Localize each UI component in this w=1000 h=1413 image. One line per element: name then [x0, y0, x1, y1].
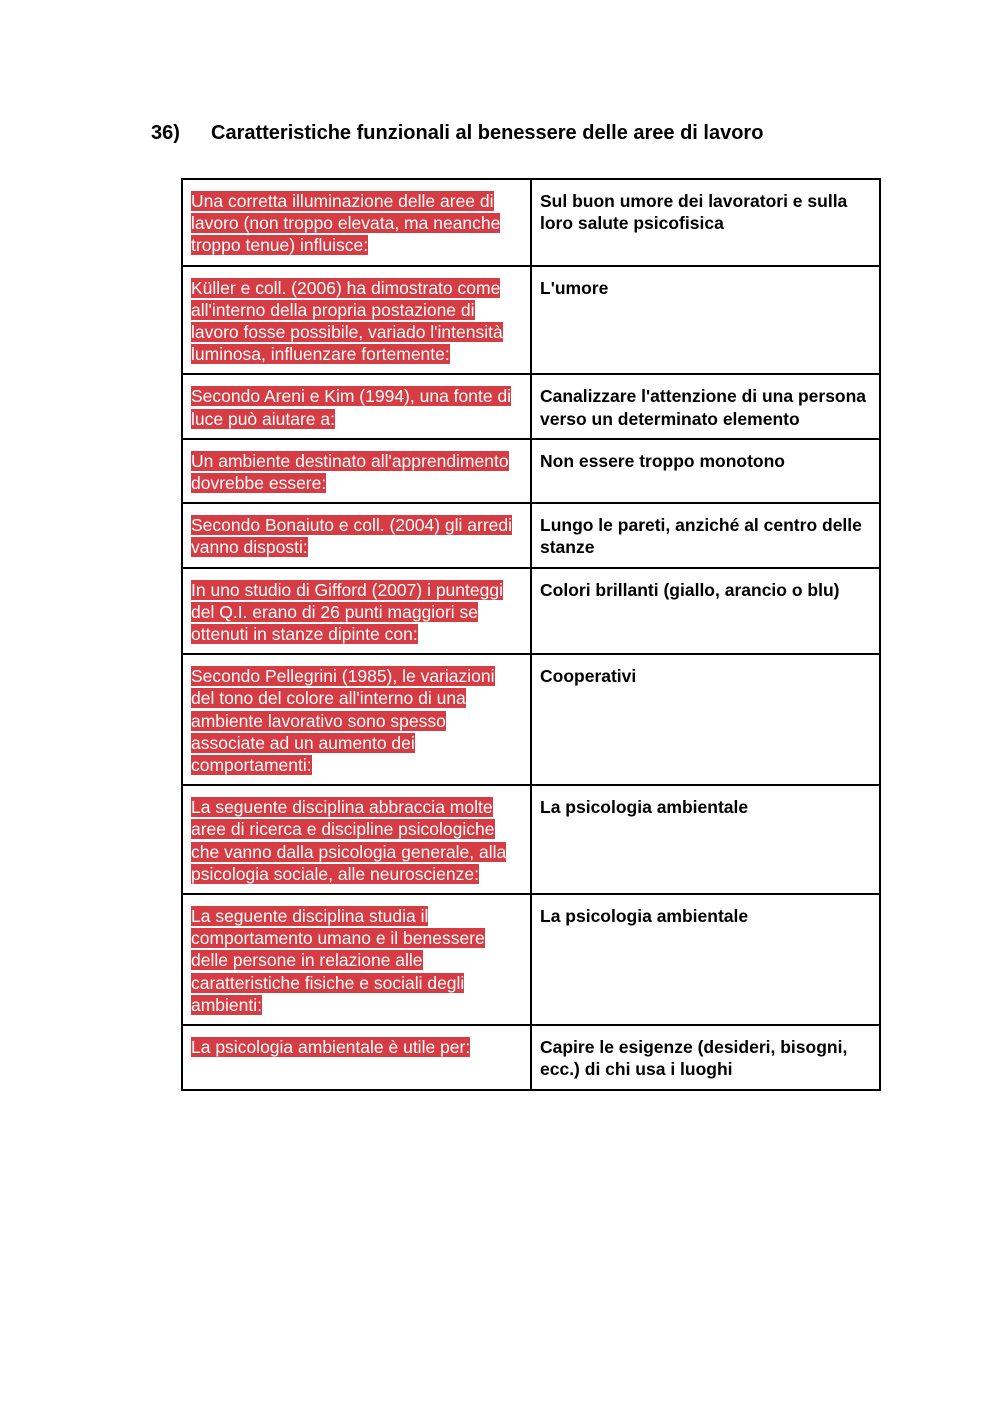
answer-cell: Cooperativi — [531, 654, 880, 785]
section-number: 36) — [151, 122, 180, 144]
table-row — [182, 266, 880, 375]
question-text: Secondo Areni e Kim (1994), una fonte di luce può aiutare a: — [191, 386, 512, 429]
question-cell — [182, 503, 531, 567]
question-cell — [182, 179, 531, 266]
question-cell — [182, 654, 531, 785]
table-row — [182, 568, 880, 655]
question-cell — [182, 439, 531, 503]
answer-cell: Canalizzare l'attenzione di una persona verso un determinato elemento — [531, 374, 880, 438]
answer-cell: La psicologia ambientale — [531, 894, 880, 1025]
table-row — [182, 785, 880, 894]
table-row — [182, 654, 880, 785]
answer-cell: L'umore — [531, 266, 880, 375]
table-row — [182, 894, 880, 1025]
table-row — [182, 1025, 880, 1089]
question-cell — [182, 894, 531, 1025]
answer-cell: Colori brillanti (giallo, arancio o blu) — [531, 568, 880, 655]
question-text: In uno studio di Gifford (2007) i punteggi del Q.I. erano di 26 punti maggiori se ottenuti in stanze dipinte con: — [191, 579, 503, 645]
answer-cell: Capire le esigenze (desideri, bisogni, ecc.) di chi usa i luoghi — [531, 1025, 880, 1089]
question-cell — [182, 374, 531, 438]
qa-table — [181, 178, 881, 1091]
section-title: Caratteristiche funzionali al benessere delle aree di lavoro — [211, 122, 764, 144]
table-row — [182, 439, 880, 503]
table-row — [182, 503, 880, 567]
section-heading — [151, 120, 763, 146]
table-row — [182, 179, 880, 266]
question-text: Un ambiente destinato all'apprendimento dovrebbe essere: — [191, 450, 509, 494]
question-cell — [182, 266, 531, 375]
question-cell — [182, 568, 531, 655]
question-cell — [182, 785, 531, 894]
answer-cell: Non essere troppo monotono — [531, 439, 880, 503]
answer-cell: Sul buon umore dei lavoratori e sulla loro salute psicofisica — [531, 179, 880, 266]
question-cell — [182, 1025, 531, 1089]
question-text: Küller e coll. (2006) ha dimostrato come all'interno della propria postazione di lavoro fosse possibile, variado l'intensità luminosa, influenzare fortemente: — [191, 277, 503, 365]
answer-cell: La psicologia ambientale — [531, 785, 880, 894]
table-row — [182, 374, 880, 438]
answer-cell: Lungo le pareti, anziché al centro delle stanze — [531, 503, 880, 567]
question-text: Secondo Bonaiuto e coll. (2004) gli arredi vanno disposti: — [191, 515, 513, 558]
question-text: La seguente disciplina studia il comportamento umano e il benessere delle persone in relazione alle caratteristiche fisiche e sociali degli ambienti: — [191, 906, 485, 1015]
question-text: Secondo Pellegrini (1985), le variazioni del tono del colore all'interno di una ambiente lavorativo sono spesso associate ad un aumento dei comportamenti: — [191, 666, 495, 776]
question-text: La seguente disciplina abbraccia molte aree di ricerca e discipline psicologiche che vanno dalla psicologia generale, alla psicologia sociale, alle neuroscienze: — [191, 797, 507, 884]
question-text: Una corretta illuminazione delle aree di lavoro (non troppo elevata, ma neanche troppo tenue) influisce: — [191, 191, 501, 256]
question-text: La psicologia ambientale è utile per: — [191, 1037, 471, 1058]
